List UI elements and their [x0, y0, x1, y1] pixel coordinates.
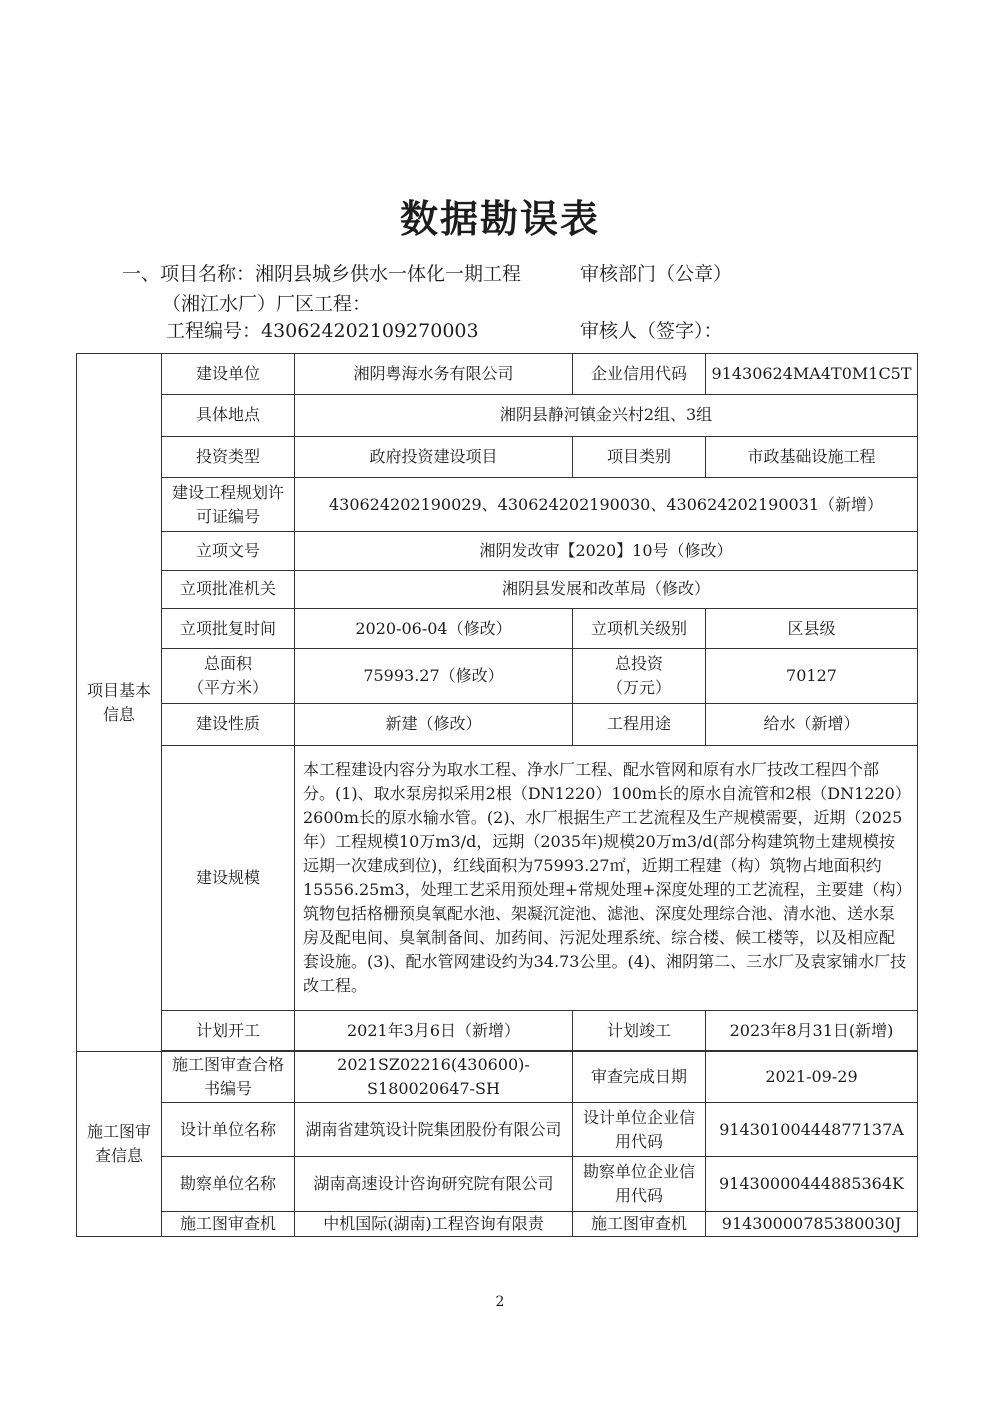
approval-time-value: 2020-06-04（修改） [295, 608, 573, 648]
total-investment-label: 总投资 （万元） [573, 649, 706, 703]
review-date-label: 审查完成日期 [573, 1052, 706, 1102]
document-title: 数据勘误表 [399, 196, 600, 241]
review-org-code-value: 91430000785380030J [706, 1211, 918, 1236]
cert-label: 施工图审查合格书编号 [162, 1052, 295, 1102]
errata-table [76, 353, 918, 1237]
build-unit-value: 湘阴粤海水务有限公司 [295, 354, 573, 395]
project-name-cont: （湘江水厂）厂区工程： [162, 293, 372, 315]
review-org-value: 中机国际(湖南)工程咨询有限责 [295, 1211, 573, 1236]
plan-end-label: 计划竣工 [573, 1011, 706, 1051]
plan-end-value: 2023年8月31日(新增) [706, 1011, 918, 1051]
approval-org-label: 立项批准机关 [162, 570, 295, 608]
survey-code-label: 勘察单位企业信用代码 [573, 1157, 706, 1211]
nature-label: 建设性质 [162, 703, 295, 745]
area-value: 75993.27（修改） [295, 649, 573, 703]
nature-value: 新建（修改） [295, 703, 573, 745]
scale-description: 本工程建设内容分为取水工程、净水厂工程、配水管网和原有水厂技改工程四个部分。(1)、取水泵房拟采用2根（DN1220）100m长的原水自流管和2根（DN1220）2600m长的原水输水管。(2)、水厂根据生产工艺流程及生产规模需要，近期（2025年）工程规模10万m3/d，远期（2035年)规模20万m3/d(部分构建筑物土建规模按远期一次建成到位)，红线面积为75993.27㎡，近期工程建（构）筑物占地面积约15556.25m3，处理工艺采用预处理+常规处理+深度处理的工艺流程，主要建（构）筑物包括格栅预臭氧配水池、架凝沉淀池、滤池、深度处理综合池、清水池、送水泵房及配电间、臭氧制备间、加药间、污泥处理系统、综合楼、候工楼等，以及相应配套设施。(3)、配水管网建设约为34.73公里。(4)、湘阴第二、三水厂及袁家铺水厂技改工程。 [295, 746, 918, 1011]
plan-start-value: 2021年3月6日（新增） [295, 1011, 573, 1051]
total-investment-value: 70127 [706, 649, 918, 703]
review-dept-label: 审核部门（公章） [580, 263, 733, 285]
org-level-label: 立项机关级别 [573, 608, 706, 648]
invest-type-label: 投资类型 [162, 436, 295, 477]
approval-no-value: 湘阴发改审【2020】10号（修改） [295, 532, 918, 570]
survey-unit-label: 勘察单位名称 [162, 1157, 295, 1211]
cert-value: 2021SZ02216(430600)-S180020647-SH [295, 1052, 573, 1102]
review-date-value: 2021-09-29 [706, 1052, 918, 1102]
credit-code-value: 91430624MA4T0M1C5T [706, 354, 918, 395]
org-level-value: 区县级 [706, 608, 918, 648]
project-category-label: 项目类别 [573, 436, 706, 477]
section-basic-info-label: 项目基本信息 [77, 354, 162, 1052]
credit-code-label: 企业信用代码 [573, 354, 706, 395]
scale-label: 建设规模 [162, 746, 295, 1011]
section-drawing-review-label: 施工图审查信息 [77, 1052, 162, 1237]
approval-no-label: 立项文号 [162, 532, 295, 570]
permit-label: 建设工程规划许可证编号 [162, 477, 295, 531]
approval-time-label: 立项批复时间 [162, 608, 295, 648]
design-unit-label: 设计单位名称 [162, 1102, 295, 1156]
location-value: 湘阴县静河镇金兴村2组、3组 [295, 395, 918, 436]
plan-start-label: 计划开工 [162, 1011, 295, 1051]
design-code-label: 设计单位企业信用代码 [573, 1102, 706, 1156]
build-unit-label: 建设单位 [162, 354, 295, 395]
survey-unit-value: 湖南高速设计咨询研究院有限公司 [295, 1157, 573, 1211]
review-org-label: 施工图审查机 [162, 1211, 295, 1236]
permit-value: 430624202190029、430624202190030、430624202190031（新增） [295, 477, 918, 531]
reviewer-label: 审核人（签字）： [580, 320, 723, 342]
design-unit-value: 湖南省建筑设计院集团股份有限公司 [295, 1102, 573, 1156]
usage-value: 给水（新增） [706, 703, 918, 745]
project-name-line: 一、项目名称：湘阴县城乡供水一体化一期工程 [122, 263, 522, 285]
project-category-value: 市政基础设施工程 [706, 436, 918, 477]
usage-label: 工程用途 [573, 703, 706, 745]
design-code-value: 91430100444877137A [706, 1102, 918, 1156]
project-code-line: 工程编号：430624202109270003 [166, 320, 479, 342]
location-label: 具体地点 [162, 395, 295, 436]
area-label: 总面积 （平方米） [162, 649, 295, 703]
review-org-code-label: 施工图审查机 [573, 1211, 706, 1236]
invest-type-value: 政府投资建设项目 [295, 436, 573, 477]
page-number: 2 [495, 1294, 505, 1310]
approval-org-value: 湘阴县发展和改革局（修改） [295, 570, 918, 608]
survey-code-value: 91430000444885364K [706, 1157, 918, 1211]
